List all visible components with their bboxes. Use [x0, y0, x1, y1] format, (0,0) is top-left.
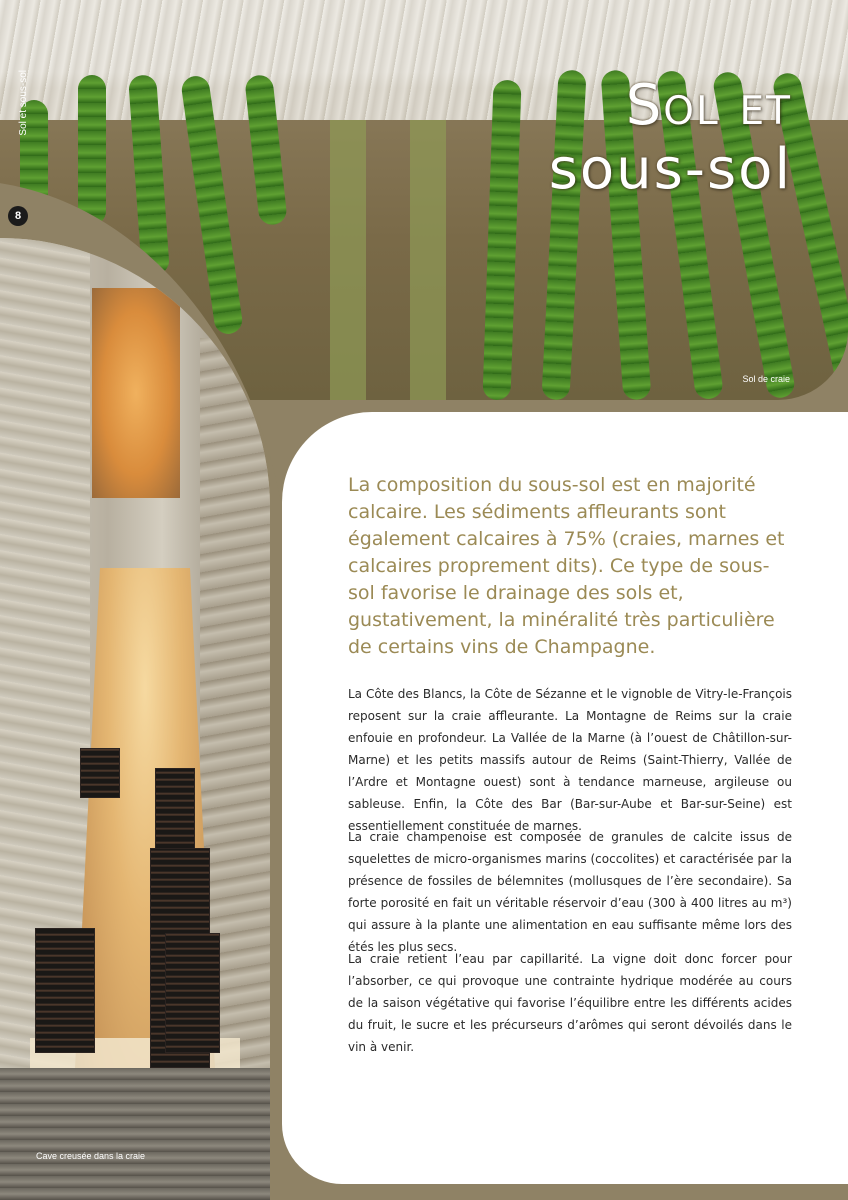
grass-path: [410, 120, 446, 400]
section-tab: Sol et sous-sol: [18, 70, 29, 136]
bottle-rack: [80, 748, 120, 798]
photo-caption-top: Sol de craie: [742, 374, 790, 384]
cellar-photo: [0, 238, 270, 1200]
body-paragraph: La craie retient l’eau par capillarité. La vigne doit donc forcer pour l’absorber, ce qui provoque une contrainte hydrique modérée au cours de la saison végétative qui favorise l’équilibre entre les différents acides du fruit, le sucre et les précurseurs d’arômes qui seront dévoilés dans le vin à venir.: [348, 952, 792, 1054]
photo-caption-bottom: Cave creusée dans la craie: [36, 1151, 146, 1161]
light-shaft: [92, 288, 180, 498]
bottle-rack: [35, 928, 95, 1053]
cellar-steps: [0, 1068, 270, 1200]
title-line-1: Sol et: [625, 73, 792, 138]
lead-paragraph: La composition du sous-sol est en majorité calcaire. Les sédiments affleurants sont également calcaires à 75% (craies, marnes et calcaires proprement dits). Ce type de sous-sol favorise le drainage des sols et, gustativement, la minéralité très particulière de certains vins de Champagne.: [348, 474, 785, 658]
body-paragraph: La craie champenoise est composée de granules de calcite issus de squelettes de micro-organismes marins (coccolites) et caractérisée par la présence de fossiles de bélemnites (mollusques de l’ère secondaire). Sa forte porosité en fait un véritable réservoir d’eau (300 à 400 litres au m³) qui assure à la plante une alimentation en eau suffisante même lors des étés les plus secs.: [348, 830, 792, 954]
page-title: [549, 74, 792, 202]
vine-row: [482, 80, 521, 400]
page-number: 8: [8, 206, 28, 226]
vine-row: [78, 75, 106, 225]
grass-path: [330, 120, 366, 400]
body-paragraph: La Côte des Blancs, la Côte de Sézanne et le vignoble de Vitry-le-François reposent sur la craie affleurante. La Montagne de Reims sur la craie enfouie en profondeur. La Vallée de la Marne (à l’ouest de Châtillon-sur-Marne) et les petits massifs autour de Reims (Saint-Thierry, Vallée de l’Ardre et Montagne ouest) sont à tendance marneuse, argileuse ou sableuse. Enfin, la Côte des Bar (Bar-sur-Aube et Bar-sur-Seine) est essentiellement constituée de marnes.: [348, 687, 792, 833]
title-line-2: sous-sol: [548, 137, 792, 202]
bottle-rack: [165, 933, 220, 1053]
